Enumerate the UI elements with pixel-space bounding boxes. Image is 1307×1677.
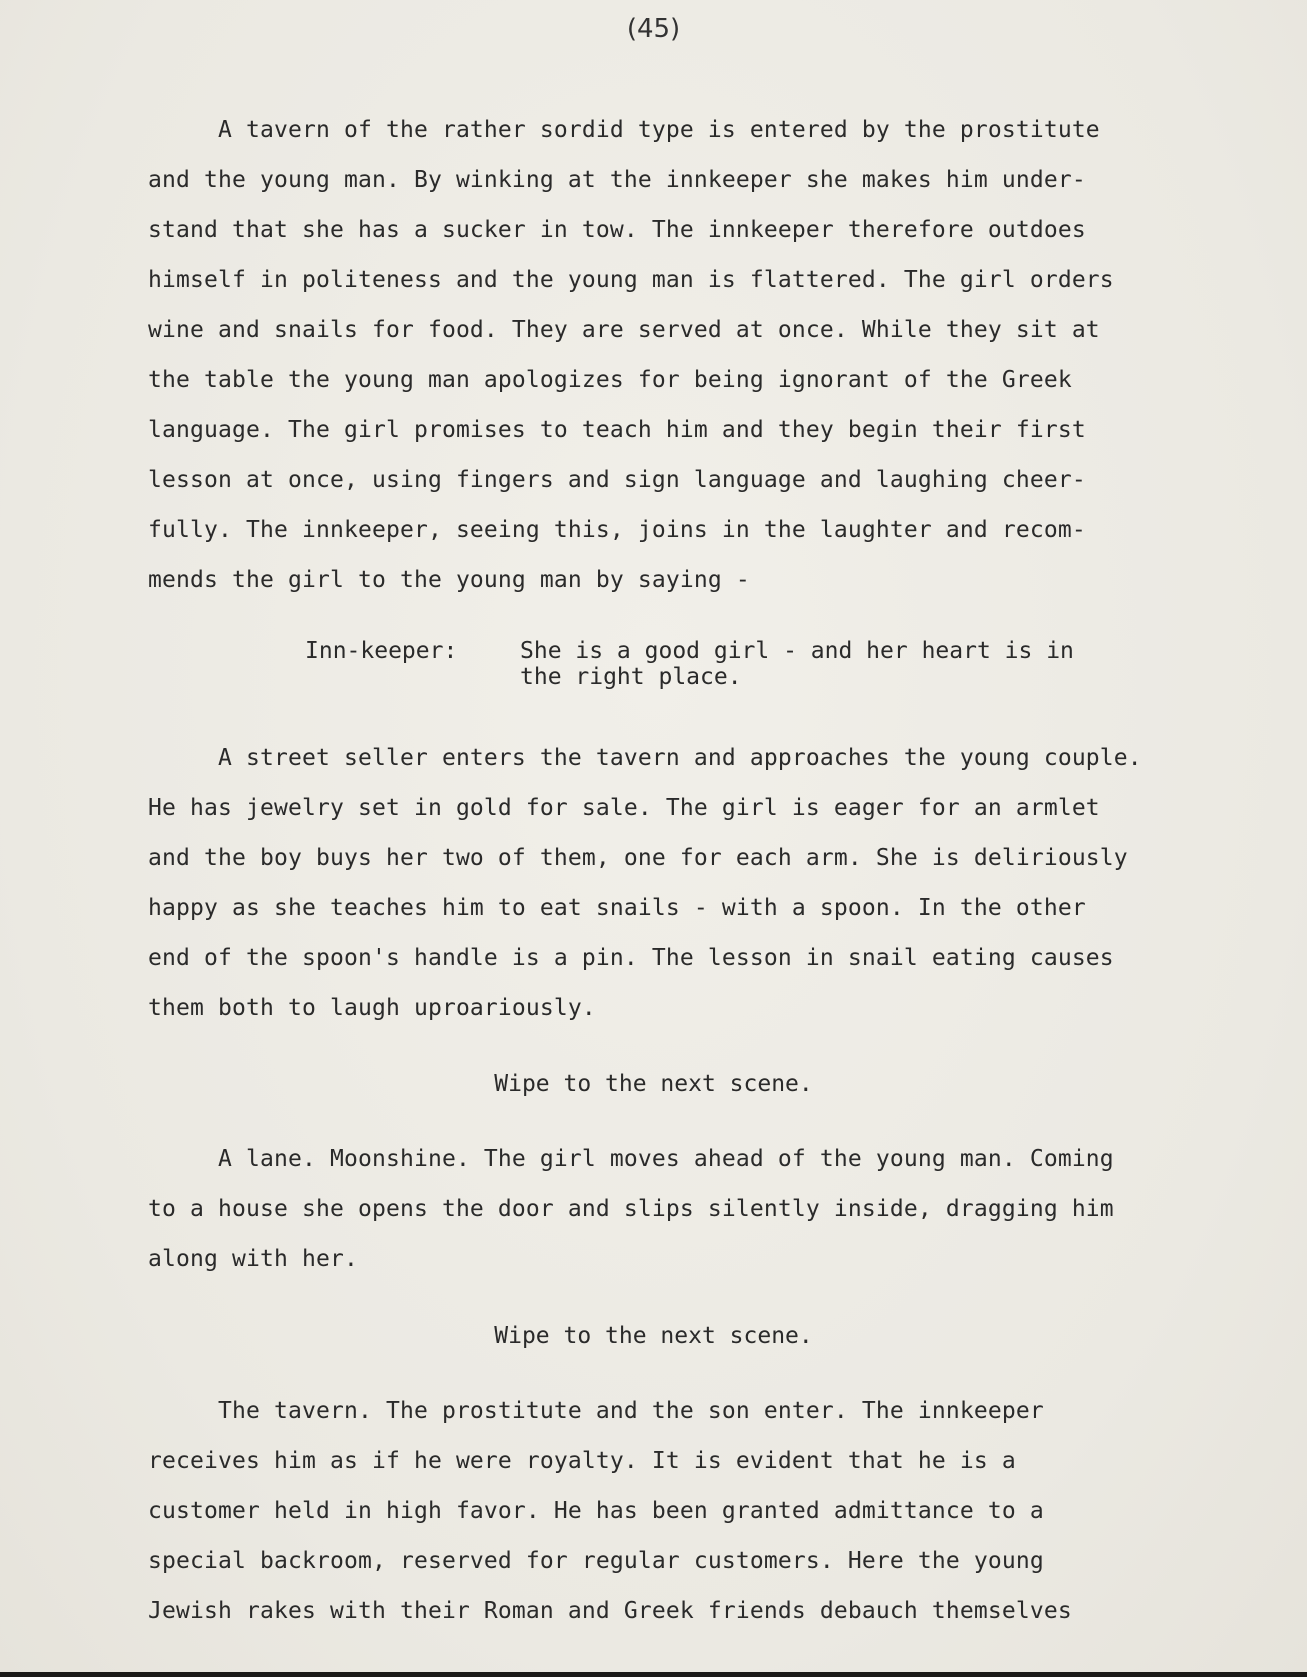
text-line: The tavern. The prostitute and the son enter. The innkeeper: [148, 1398, 1044, 1424]
dialogue-speaker: Inn-keeper:: [305, 638, 458, 664]
text-line: fully. The innkeeper, seeing this, joins in the laughter and recom-: [148, 517, 1086, 543]
text-line: A tavern of the rather sordid type is entered by the prostitute: [148, 117, 1100, 143]
dialogue-speech: [520, 638, 1074, 690]
page-number: (45): [626, 14, 681, 44]
text-line: end of the spoon's handle is a pin. The lesson in snail eating causes: [148, 945, 1114, 971]
dialogue-line: She is a good girl - and her heart is in: [520, 638, 1074, 664]
paragraph-tavern-return: [148, 1386, 1268, 1636]
text-line: and the young man. By winking at the innkeeper she makes him under-: [148, 167, 1086, 193]
text-line: Jewish rakes with their Roman and Greek friends debauch themselves: [148, 1598, 1072, 1624]
text-line: happy as she teaches him to eat snails - with a spoon. In the other: [148, 895, 1086, 921]
dialogue-line: the right place.: [520, 664, 742, 690]
text-line: the table the young man apologizes for being ignorant of the Greek: [148, 367, 1072, 393]
text-line: language. The girl promises to teach him and they begin their first: [148, 417, 1086, 443]
text-line: himself in politeness and the young man is flattered. The girl orders: [148, 267, 1114, 293]
paragraph-lane: [148, 1134, 1268, 1284]
text-line: customer held in high favor. He has been granted admittance to a: [148, 1498, 1044, 1524]
text-line: along with her.: [148, 1246, 358, 1272]
text-line: stand that she has a sucker in tow. The innkeeper therefore outdoes: [148, 217, 1086, 243]
scene-transition: Wipe to the next scene.: [494, 1323, 813, 1349]
text-line: A lane. Moonshine. The girl moves ahead of the young man. Coming: [148, 1146, 1114, 1172]
text-line: wine and snails for food. They are served at once. While they sit at: [148, 317, 1100, 343]
scan-bottom-edge: [0, 1672, 1307, 1677]
scene-transition: Wipe to the next scene.: [494, 1071, 813, 1097]
text-line: them both to laugh uproariously.: [148, 995, 596, 1021]
text-line: lesson at once, using fingers and sign language and laughing cheer-: [148, 467, 1086, 493]
text-line: He has jewelry set in gold for sale. The girl is eager for an armlet: [148, 795, 1100, 821]
text-line: mends the girl to the young man by saying -: [148, 567, 750, 593]
text-line: and the boy buys her two of them, one for each arm. She is deliriously: [148, 845, 1128, 871]
text-line: special backroom, reserved for regular customers. Here the young: [148, 1548, 1044, 1574]
paragraph-tavern-entry: [148, 105, 1268, 605]
text-line: receives him as if he were royalty. It is evident that he is a: [148, 1448, 1016, 1474]
text-line: A street seller enters the tavern and approaches the young couple.: [148, 745, 1142, 771]
text-line: to a house she opens the door and slips silently inside, dragging him: [148, 1196, 1114, 1222]
paragraph-street-seller: [148, 733, 1268, 1033]
